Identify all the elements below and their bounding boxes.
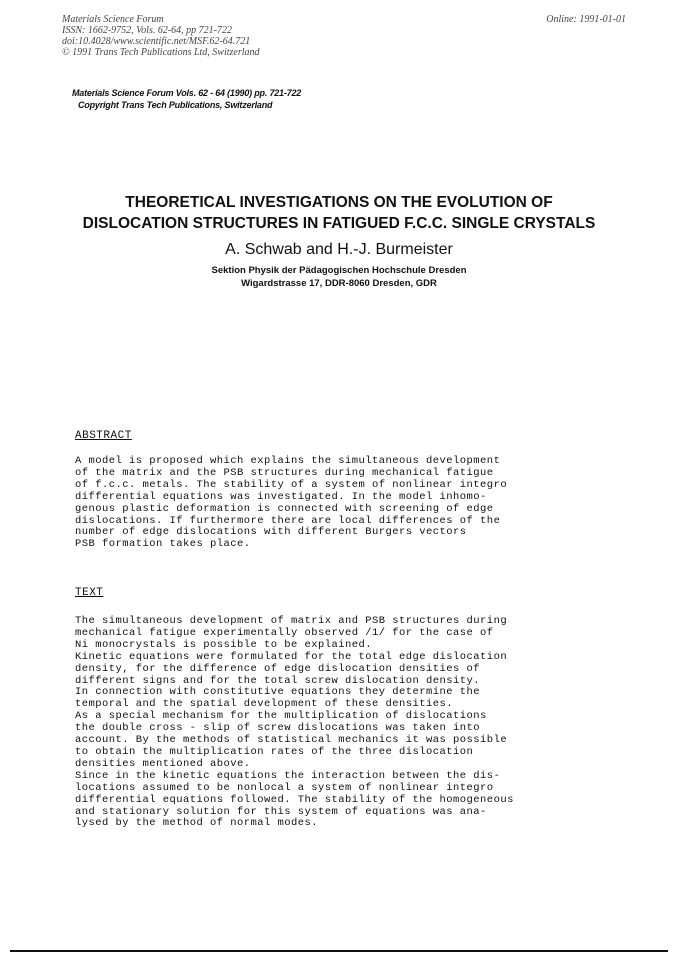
text-body [75, 616, 514, 830]
text-line: the double cross - slip of screw dislocations was taken into [75, 722, 481, 735]
header-line: ISSN: 1662-9752, Vols. 62-64, pp 721-722 [62, 25, 232, 36]
abstract-heading: ABSTRACT [75, 430, 132, 442]
title-line: DISLOCATION STRUCTURES IN FATIGUED F.C.C. SINGLE CRYSTALS [82, 215, 596, 232]
text-line: temporal and the spatial development of these densities. [75, 698, 454, 711]
text-line: mechanical fatigue experimentally observed /1/ for the case of [75, 626, 494, 639]
abstract-line: dislocations. If furthermore there are local differences of the [75, 514, 501, 527]
text-line: Ni monocrystals is possible to be explained. [75, 638, 373, 651]
abstract-line: number of edge dislocations with different Burgers vectors [75, 526, 467, 539]
abstract-line: genous plastic deformation is connected with screening of edge [75, 502, 494, 515]
journal-line: Materials Science Forum Vols. 62 - 64 (1990) pp. 721-722 [72, 88, 302, 98]
abstract-line: of f.c.c. metals. The stability of a system of nonlinear integro [75, 478, 508, 491]
text-line: different signs and for the total screw dislocation density. [75, 674, 481, 687]
abstract-line: A model is proposed which explains the simultaneous development [75, 455, 501, 467]
citation-header [62, 14, 260, 58]
abstract-body [75, 456, 507, 551]
text-line: and stationary solution for this system of equations was ana- [75, 805, 487, 818]
affiliation-line: Sektion Physik der Pädagogischen Hochschule Dresden [211, 265, 467, 276]
text-line: As a special mechanism for the multiplication of dislocations [75, 710, 487, 723]
text-line: densities mentioned above. [75, 757, 251, 770]
text-line: density, for the difference of edge dislocation densities of [75, 662, 481, 675]
header-line: © 1991 Trans Tech Publications Ltd, Switzerland [62, 47, 260, 58]
title-line: THEORETICAL INVESTIGATIONS ON THE EVOLUTION OF [125, 194, 553, 211]
copyright-line: Copyright Trans Tech Publications, Switzerland [78, 100, 273, 110]
text-line: In connection with constitutive equations they determine the [75, 686, 481, 699]
abstract-line: PSB formation takes place. [75, 538, 251, 551]
text-line: differential equations followed. The stability of the homogeneous [75, 793, 514, 806]
text-line: Since in the kinetic equations the interaction between the dis- [75, 769, 501, 782]
abstract-line: differential equations was investigated. In the model inhomo- [75, 490, 487, 503]
online-date: Online: 1991-01-01 [546, 14, 626, 25]
header-line: doi:10.4028/www.scientific.net/MSF.62-64.721 [62, 36, 251, 47]
authors: A. Schwab and H.-J. Burmeister [225, 241, 453, 258]
journal-info [72, 87, 301, 111]
text-line: account. By the methods of statistical mechanics it was possible [75, 734, 508, 747]
header-line: Materials Science Forum [62, 14, 164, 25]
text-line: The simultaneous development of matrix and PSB structures during [75, 615, 508, 627]
text-heading: TEXT [75, 587, 104, 599]
paper-title [0, 192, 678, 234]
abstract-line: of the matrix and the PSB structures during mechanical fatigue [75, 466, 494, 479]
affiliation [0, 264, 678, 290]
text-line: lysed by the method of normal modes. [75, 817, 319, 830]
text-line: Kinetic equations were formulated for the total edge dislocation [75, 650, 508, 663]
affiliation-line: Wigardstrasse 17, DDR-8060 Dresden, GDR [241, 278, 437, 289]
text-line: locations assumed to be nonlocal a system of nonlinear integro [75, 781, 494, 794]
bottom-rule [10, 950, 668, 952]
text-line: to obtain the multiplication rates of the three dislocation [75, 745, 474, 758]
